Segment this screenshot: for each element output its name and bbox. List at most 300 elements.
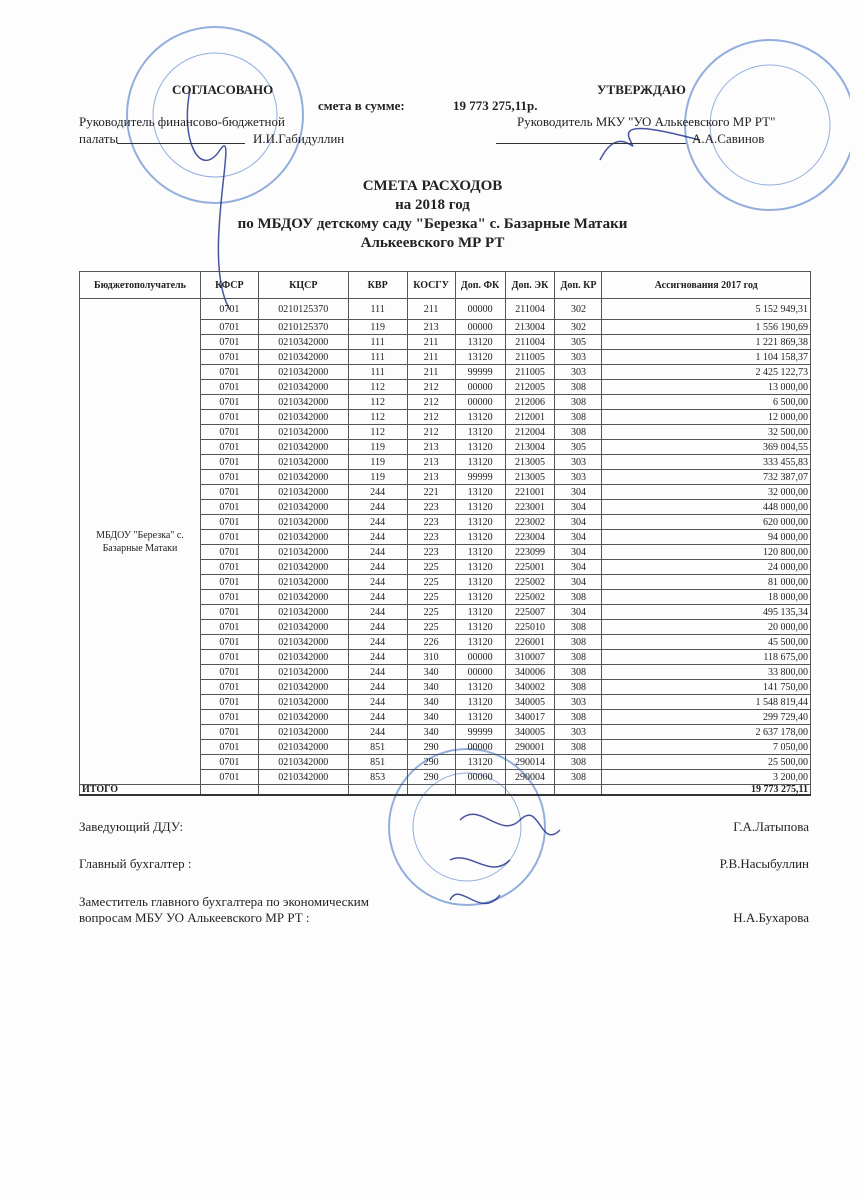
cell-dop-kr: 303	[555, 350, 602, 365]
cell-kfsr: 0701	[200, 500, 258, 515]
cell-dop-ek: 290004	[505, 770, 555, 785]
cell-kosgu: 340	[407, 695, 455, 710]
cell-allocation: 141 750,00	[602, 680, 811, 695]
cell-kvr: 244	[348, 560, 407, 575]
col-kvr: КВР	[348, 272, 407, 299]
cell-dop-ek: 223004	[505, 530, 555, 545]
cell-dop-ek: 221001	[505, 485, 555, 500]
cell-kcsr: 0210342000	[258, 665, 348, 680]
cell-dop-ek: 212006	[505, 395, 555, 410]
cell-dop-ek: 340002	[505, 680, 555, 695]
cell-kfsr: 0701	[200, 575, 258, 590]
cell-allocation: 448 000,00	[602, 500, 811, 515]
cell-dop-kr: 303	[555, 365, 602, 380]
title-organization: по МБДОУ детскому саду "Березка" с. Базарные Матаки	[237, 216, 628, 232]
cell-allocation: 299 729,40	[602, 710, 811, 725]
cell-dop-ek: 211005	[505, 350, 555, 365]
cell-dop-ek: 212004	[505, 425, 555, 440]
cell-dop-fk: 13120	[455, 590, 505, 605]
col-kfsr: КФСР	[200, 272, 258, 299]
cell-kcsr: 0210342000	[258, 680, 348, 695]
cell-kcsr: 0210342000	[258, 710, 348, 725]
cell-kcsr: 0210342000	[258, 590, 348, 605]
cell-kosgu: 223	[407, 500, 455, 515]
cell-dop-kr: 308	[555, 650, 602, 665]
cell-kfsr: 0701	[200, 635, 258, 650]
cell-kvr: 244	[348, 650, 407, 665]
cell-allocation: 369 004,55	[602, 440, 811, 455]
cell-dop-kr: 308	[555, 635, 602, 650]
cell-dop-ek: 226001	[505, 635, 555, 650]
cell-dop-fk: 00000	[455, 320, 505, 335]
cell-allocation: 1 556 190,69	[602, 320, 811, 335]
cell-kfsr: 0701	[200, 740, 258, 755]
col-recipient: Бюджетополучатель	[80, 272, 201, 299]
cell-kcsr: 0210125370	[258, 299, 348, 320]
cell-kosgu: 212	[407, 410, 455, 425]
cell-kosgu: 213	[407, 455, 455, 470]
cell-allocation: 620 000,00	[602, 515, 811, 530]
cell-kosgu: 290	[407, 755, 455, 770]
cell-dop-kr: 303	[555, 455, 602, 470]
cell-kcsr: 0210342000	[258, 530, 348, 545]
cell-kvr: 244	[348, 530, 407, 545]
cell-dop-kr: 308	[555, 665, 602, 680]
cell-kfsr: 0701	[200, 455, 258, 470]
cell-allocation: 732 387,07	[602, 470, 811, 485]
left-signature-line	[117, 143, 245, 144]
cell-dop-kr: 305	[555, 440, 602, 455]
signature-deputy-position-line2: вопросам МБУ УО Алькеевского МР РТ :	[79, 910, 310, 925]
cell-allocation: 6 500,00	[602, 395, 811, 410]
cell-kvr: 111	[348, 350, 407, 365]
cell-kvr: 244	[348, 620, 407, 635]
cell-dop-fk: 99999	[455, 365, 505, 380]
cell-dop-fk: 00000	[455, 770, 505, 785]
cell-dop-fk: 13120	[455, 425, 505, 440]
cell-kcsr: 0210342000	[258, 605, 348, 620]
cell-dop-kr: 304	[555, 515, 602, 530]
cell-dop-kr: 303	[555, 470, 602, 485]
cell-kcsr: 0210125370	[258, 320, 348, 335]
cell-dop-fk: 13120	[455, 545, 505, 560]
recipient-cell: МБДОУ "Березка" с. Базарные Матаки	[80, 299, 201, 785]
cell-dop-fk: 13120	[455, 455, 505, 470]
cell-kcsr: 0210342000	[258, 335, 348, 350]
cell-dop-ek: 223002	[505, 515, 555, 530]
cell-kfsr: 0701	[200, 755, 258, 770]
cell-kcsr: 0210342000	[258, 560, 348, 575]
cell-dop-fk: 00000	[455, 380, 505, 395]
cell-kfsr: 0701	[200, 485, 258, 500]
cell-dop-fk: 13120	[455, 575, 505, 590]
cell-kfsr: 0701	[200, 695, 258, 710]
agreed-label: СОГЛАСОВАНО	[172, 82, 274, 97]
cell-kfsr: 0701	[200, 620, 258, 635]
cell-kfsr: 0701	[200, 545, 258, 560]
empty-cell	[258, 785, 348, 796]
left-position-line2: палаты	[79, 131, 119, 146]
cell-kfsr: 0701	[200, 365, 258, 380]
cell-allocation: 33 800,00	[602, 665, 811, 680]
cell-allocation: 5 152 949,31	[602, 299, 811, 320]
cell-kcsr: 0210342000	[258, 575, 348, 590]
cell-dop-fk: 00000	[455, 740, 505, 755]
cell-dop-kr: 308	[555, 620, 602, 635]
cell-allocation: 45 500,00	[602, 635, 811, 650]
cell-kosgu: 223	[407, 545, 455, 560]
cell-kcsr: 0210342000	[258, 440, 348, 455]
cell-kcsr: 0210342000	[258, 620, 348, 635]
cell-dop-kr: 304	[555, 500, 602, 515]
cell-kfsr: 0701	[200, 650, 258, 665]
empty-cell	[348, 785, 407, 796]
cell-dop-kr: 304	[555, 560, 602, 575]
title-district: Алькеевского МР РТ	[360, 235, 505, 251]
cell-kosgu: 340	[407, 680, 455, 695]
cell-dop-ek: 290014	[505, 755, 555, 770]
cell-kvr: 111	[348, 299, 407, 320]
cell-dop-ek: 290001	[505, 740, 555, 755]
cell-allocation: 7 050,00	[602, 740, 811, 755]
cell-dop-kr: 302	[555, 320, 602, 335]
cell-kcsr: 0210342000	[258, 755, 348, 770]
cell-kfsr: 0701	[200, 560, 258, 575]
cell-kcsr: 0210342000	[258, 470, 348, 485]
total-value: 19 773 275,11	[602, 785, 811, 796]
cell-kosgu: 225	[407, 620, 455, 635]
cell-kvr: 244	[348, 635, 407, 650]
cell-dop-ek: 213004	[505, 440, 555, 455]
cell-dop-kr: 308	[555, 410, 602, 425]
cell-kosgu: 225	[407, 560, 455, 575]
cell-dop-kr: 304	[555, 485, 602, 500]
cell-kfsr: 0701	[200, 410, 258, 425]
cell-kfsr: 0701	[200, 605, 258, 620]
cell-kvr: 244	[348, 485, 407, 500]
cell-dop-fk: 00000	[455, 299, 505, 320]
cell-dop-fk: 13120	[455, 530, 505, 545]
cell-allocation: 118 675,00	[602, 650, 811, 665]
cell-kcsr: 0210342000	[258, 725, 348, 740]
cell-dop-ek: 225007	[505, 605, 555, 620]
cell-allocation: 12 000,00	[602, 410, 811, 425]
cell-kosgu: 225	[407, 590, 455, 605]
cell-dop-ek: 340017	[505, 710, 555, 725]
cell-dop-fk: 13120	[455, 500, 505, 515]
cell-dop-kr: 308	[555, 755, 602, 770]
cell-dop-kr: 308	[555, 740, 602, 755]
cell-kvr: 851	[348, 740, 407, 755]
cell-kcsr: 0210342000	[258, 485, 348, 500]
cell-kcsr: 0210342000	[258, 545, 348, 560]
cell-dop-ek: 340005	[505, 695, 555, 710]
cell-allocation: 120 800,00	[602, 545, 811, 560]
cell-kfsr: 0701	[200, 710, 258, 725]
cell-kosgu: 340	[407, 725, 455, 740]
cell-kfsr: 0701	[200, 440, 258, 455]
cell-kosgu: 340	[407, 665, 455, 680]
cell-kfsr: 0701	[200, 470, 258, 485]
cell-dop-fk: 13120	[455, 485, 505, 500]
estimate-table	[79, 271, 811, 796]
cell-kcsr: 0210342000	[258, 380, 348, 395]
table-header-row	[80, 272, 811, 299]
cell-kcsr: 0210342000	[258, 425, 348, 440]
cell-kosgu: 226	[407, 635, 455, 650]
cell-kfsr: 0701	[200, 590, 258, 605]
cell-kosgu: 221	[407, 485, 455, 500]
left-position-line1: Руководитель финансово-бюджетной	[79, 114, 285, 129]
col-kosgu: КОСГУ	[407, 272, 455, 299]
cell-allocation: 20 000,00	[602, 620, 811, 635]
cell-kcsr: 0210342000	[258, 695, 348, 710]
total-row	[80, 785, 811, 796]
cell-kosgu: 290	[407, 770, 455, 785]
cell-allocation: 18 000,00	[602, 590, 811, 605]
right-signer-name: А.А.Савинов	[692, 131, 765, 146]
cell-kvr: 853	[348, 770, 407, 785]
cell-dop-kr: 308	[555, 425, 602, 440]
cell-kfsr: 0701	[200, 320, 258, 335]
cell-kosgu: 290	[407, 740, 455, 755]
cell-dop-kr: 303	[555, 695, 602, 710]
cell-dop-fk: 00000	[455, 395, 505, 410]
cell-kvr: 119	[348, 320, 407, 335]
document-title: СМЕТА РАСХОДОВ	[362, 178, 503, 194]
cell-dop-ek: 211005	[505, 365, 555, 380]
col-dop-fk: Доп. ФК	[455, 272, 505, 299]
empty-cell	[200, 785, 258, 796]
cell-dop-fk: 13120	[455, 335, 505, 350]
sum-value: 19 773 275,11р.	[453, 98, 538, 113]
total-label: ИТОГО	[80, 785, 201, 796]
cell-kvr: 244	[348, 710, 407, 725]
cell-dop-kr: 308	[555, 590, 602, 605]
right-signature-line	[496, 143, 686, 144]
cell-kcsr: 0210342000	[258, 740, 348, 755]
cell-kvr: 111	[348, 365, 407, 380]
cell-kvr: 119	[348, 455, 407, 470]
cell-dop-ek: 213005	[505, 470, 555, 485]
cell-dop-fk: 13120	[455, 620, 505, 635]
cell-dop-ek: 225001	[505, 560, 555, 575]
cell-dop-ek: 212001	[505, 410, 555, 425]
right-position: Руководитель МКУ "УО Алькеевского МР РТ"	[517, 114, 776, 129]
cell-allocation: 3 200,00	[602, 770, 811, 785]
cell-dop-fk: 13120	[455, 635, 505, 650]
cell-dop-fk: 13120	[455, 560, 505, 575]
cell-kvr: 112	[348, 425, 407, 440]
cell-kosgu: 213	[407, 470, 455, 485]
cell-allocation: 1 221 869,38	[602, 335, 811, 350]
cell-dop-ek: 212005	[505, 380, 555, 395]
cell-kvr: 244	[348, 515, 407, 530]
cell-dop-kr: 308	[555, 710, 602, 725]
cell-allocation: 32 500,00	[602, 425, 811, 440]
cell-kosgu: 212	[407, 395, 455, 410]
table-row	[80, 299, 811, 320]
cell-kosgu: 212	[407, 380, 455, 395]
cell-kosgu: 310	[407, 650, 455, 665]
cell-kosgu: 223	[407, 515, 455, 530]
cell-kfsr: 0701	[200, 350, 258, 365]
cell-kcsr: 0210342000	[258, 395, 348, 410]
cell-kosgu: 211	[407, 335, 455, 350]
col-dop-kr: Доп. КР	[555, 272, 602, 299]
cell-dop-ek: 225010	[505, 620, 555, 635]
cell-kfsr: 0701	[200, 665, 258, 680]
signature-accountant-position: Главный бухгалтер :	[79, 856, 192, 871]
cell-allocation: 2 637 178,00	[602, 725, 811, 740]
cell-allocation: 1 104 158,37	[602, 350, 811, 365]
col-kcsr: КЦСР	[258, 272, 348, 299]
cell-dop-ek: 211004	[505, 299, 555, 320]
cell-kfsr: 0701	[200, 395, 258, 410]
cell-kcsr: 0210342000	[258, 500, 348, 515]
cell-allocation: 32 000,00	[602, 485, 811, 500]
cell-dop-fk: 99999	[455, 470, 505, 485]
cell-allocation: 333 455,83	[602, 455, 811, 470]
cell-dop-ek: 223099	[505, 545, 555, 560]
cell-allocation: 1 548 819,44	[602, 695, 811, 710]
title-year: на 2018 год	[395, 197, 470, 213]
signature-head-name: Г.А.Латыпова	[733, 819, 809, 834]
cell-dop-kr: 308	[555, 770, 602, 785]
cell-kcsr: 0210342000	[258, 515, 348, 530]
cell-allocation: 24 000,00	[602, 560, 811, 575]
cell-dop-ek: 340005	[505, 725, 555, 740]
cell-kvr: 112	[348, 380, 407, 395]
cell-kvr: 244	[348, 680, 407, 695]
cell-dop-ek: 213004	[505, 320, 555, 335]
cell-dop-fk: 13120	[455, 410, 505, 425]
cell-dop-kr: 308	[555, 380, 602, 395]
cell-kcsr: 0210342000	[258, 455, 348, 470]
cell-dop-ek: 213005	[505, 455, 555, 470]
cell-kosgu: 340	[407, 710, 455, 725]
cell-kvr: 244	[348, 665, 407, 680]
cell-dop-kr: 302	[555, 299, 602, 320]
cell-dop-ek: 223001	[505, 500, 555, 515]
cell-kfsr: 0701	[200, 515, 258, 530]
cell-kvr: 244	[348, 500, 407, 515]
cell-allocation: 2 425 122,73	[602, 365, 811, 380]
signature-deputy-position: Заместитель главного бухгалтера по экономическим	[79, 894, 369, 909]
cell-kosgu: 211	[407, 299, 455, 320]
approve-label: УТВЕРЖДАЮ	[597, 82, 686, 97]
cell-allocation: 25 500,00	[602, 755, 811, 770]
cell-kvr: 119	[348, 440, 407, 455]
cell-dop-fk: 13120	[455, 680, 505, 695]
cell-kvr: 244	[348, 725, 407, 740]
cell-kvr: 244	[348, 545, 407, 560]
cell-kosgu: 225	[407, 575, 455, 590]
cell-dop-kr: 304	[555, 545, 602, 560]
cell-dop-kr: 305	[555, 335, 602, 350]
cell-allocation: 81 000,00	[602, 575, 811, 590]
cell-kosgu: 211	[407, 365, 455, 380]
signature-head-position: Заведующий ДДУ:	[79, 819, 184, 834]
cell-dop-ek: 211004	[505, 335, 555, 350]
cell-kcsr: 0210342000	[258, 650, 348, 665]
cell-allocation: 495 135,34	[602, 605, 811, 620]
cell-kvr: 244	[348, 605, 407, 620]
cell-kfsr: 0701	[200, 530, 258, 545]
cell-kfsr: 0701	[200, 299, 258, 320]
cell-kvr: 244	[348, 695, 407, 710]
cell-dop-ek: 225002	[505, 590, 555, 605]
cell-dop-fk: 13120	[455, 710, 505, 725]
cell-kfsr: 0701	[200, 725, 258, 740]
cell-dop-fk: 13120	[455, 605, 505, 620]
cell-dop-ek: 310007	[505, 650, 555, 665]
sum-label: смета в сумме:	[318, 98, 405, 113]
cell-dop-fk: 13120	[455, 755, 505, 770]
cell-kfsr: 0701	[200, 380, 258, 395]
cell-kvr: 111	[348, 335, 407, 350]
col-allocation: Ассигнования 2017 год	[602, 272, 811, 299]
empty-cell	[505, 785, 555, 796]
cell-kosgu: 225	[407, 605, 455, 620]
cell-dop-kr: 308	[555, 680, 602, 695]
col-dop-ek: Доп. ЭК	[505, 272, 555, 299]
cell-kosgu: 213	[407, 440, 455, 455]
cell-kosgu: 212	[407, 425, 455, 440]
cell-kvr: 112	[348, 410, 407, 425]
cell-kcsr: 0210342000	[258, 410, 348, 425]
cell-kcsr: 0210342000	[258, 350, 348, 365]
cell-kcsr: 0210342000	[258, 365, 348, 380]
cell-kcsr: 0210342000	[258, 770, 348, 785]
cell-dop-ek: 225002	[505, 575, 555, 590]
cell-dop-kr: 304	[555, 530, 602, 545]
left-signer-name: И.И.Габидуллин	[253, 131, 345, 146]
cell-dop-kr: 304	[555, 605, 602, 620]
cell-kosgu: 213	[407, 320, 455, 335]
cell-dop-fk: 13120	[455, 350, 505, 365]
cell-dop-ek: 340006	[505, 665, 555, 680]
cell-dop-fk: 13120	[455, 440, 505, 455]
cell-dop-kr: 303	[555, 725, 602, 740]
cell-kfsr: 0701	[200, 425, 258, 440]
empty-cell	[555, 785, 602, 796]
cell-dop-fk: 00000	[455, 665, 505, 680]
cell-allocation: 13 000,00	[602, 380, 811, 395]
cell-dop-kr: 304	[555, 575, 602, 590]
cell-kfsr: 0701	[200, 680, 258, 695]
cell-kfsr: 0701	[200, 770, 258, 785]
cell-kcsr: 0210342000	[258, 635, 348, 650]
cell-allocation: 94 000,00	[602, 530, 811, 545]
cell-kvr: 244	[348, 575, 407, 590]
signature-deputy-name: Н.А.Бухарова	[733, 910, 809, 925]
cell-dop-kr: 308	[555, 395, 602, 410]
signature-accountant-name: Р.В.Насыбуллин	[719, 856, 809, 871]
empty-cell	[407, 785, 455, 796]
empty-cell	[455, 785, 505, 796]
cell-kfsr: 0701	[200, 335, 258, 350]
cell-kosgu: 223	[407, 530, 455, 545]
cell-dop-fk: 13120	[455, 515, 505, 530]
cell-kosgu: 211	[407, 350, 455, 365]
cell-kvr: 119	[348, 470, 407, 485]
cell-dop-fk: 13120	[455, 695, 505, 710]
cell-dop-fk: 99999	[455, 725, 505, 740]
cell-kvr: 244	[348, 590, 407, 605]
cell-kvr: 851	[348, 755, 407, 770]
cell-dop-fk: 00000	[455, 650, 505, 665]
